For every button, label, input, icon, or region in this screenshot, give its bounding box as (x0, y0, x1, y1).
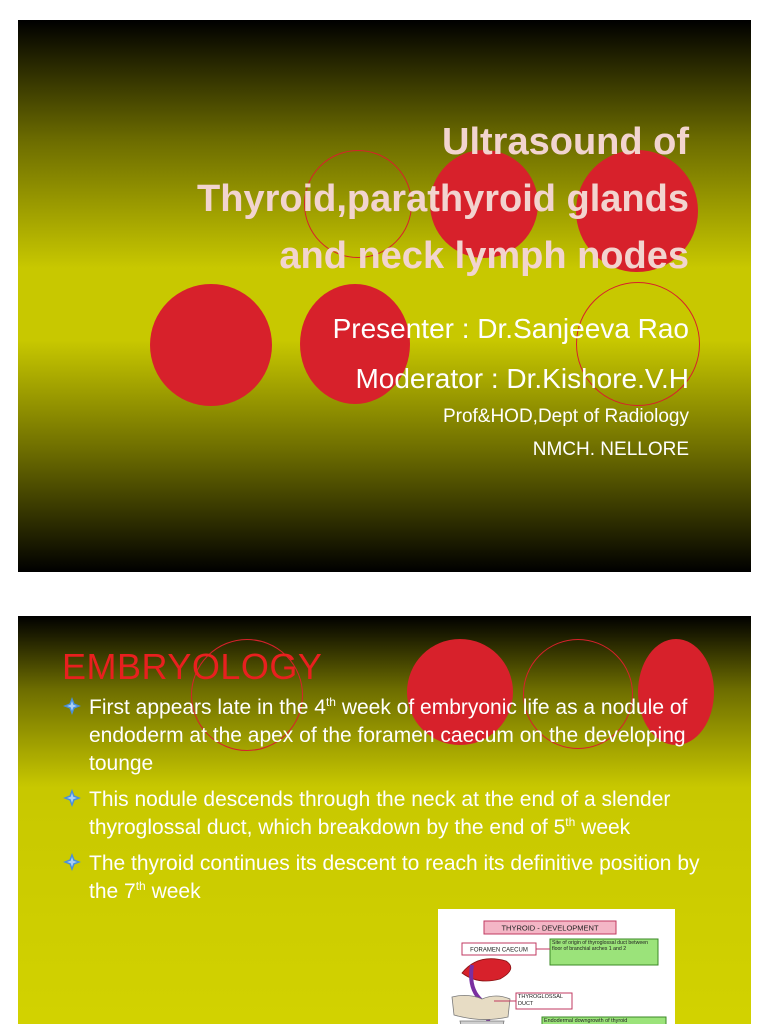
list-item (62, 850, 709, 906)
foramen-caecum-note: Site of origin of thyroglossal duct between floor of branchial arches 1 and 2 (552, 940, 649, 953)
bullet-text: This nodule descends through the neck at the end of a slender thyroglossal duct, which breakdown by the end of 5 (89, 788, 671, 839)
figure-title: THYROID - DEVELOPMENT (501, 923, 599, 933)
thyroglossal-duct-note: Endodermal downgrowth of thyroid (544, 1018, 628, 1024)
bullet-text: The thyroid continues its descent to reach its definitive position by the 7 (89, 852, 700, 903)
bullet-text: week (575, 816, 631, 839)
designation-line: Prof&HOD,Dept of Radiology (442, 406, 689, 427)
presenter-line: Presenter : Dr.Sanjeeva Rao (332, 313, 689, 344)
diamond-bullet-icon (62, 696, 82, 716)
slide-heading: EMBRYOLOGY (62, 646, 323, 687)
ordinal-suffix: th (565, 815, 576, 829)
ordinal-suffix: th (325, 695, 336, 709)
list-item (62, 694, 722, 778)
bullet-text: First appears late in the 4 (89, 696, 326, 719)
slide-title (49, 114, 689, 285)
moderator-line: Moderator : Dr.Kishore.V.H (355, 363, 689, 394)
title-line: Ultrasound of (442, 121, 689, 163)
bullet-list (62, 694, 722, 914)
title-line: Thyroid,parathyroid glands (197, 178, 689, 220)
list-item (62, 786, 722, 842)
bullet-text: week (145, 880, 201, 903)
title-slide (18, 20, 751, 572)
title-line: and neck lymph nodes (279, 235, 689, 277)
thyroglossal-duct-label: THYROGLOSSAL DUCT (518, 994, 563, 1007)
thyroid-development-figure (438, 909, 675, 1024)
foramen-caecum-label: FORAMEN CAECUM (470, 947, 528, 954)
diamond-bullet-icon (62, 852, 82, 872)
bullet-text: week of embryonic life as a nodule of endoderm at the apex of the foramen caecum on the developing tounge (89, 696, 688, 775)
credits (129, 304, 689, 404)
figure-illustration (438, 909, 675, 1024)
diamond-bullet-icon (62, 788, 82, 808)
embryology-slide (18, 616, 751, 1024)
ordinal-suffix: th (135, 879, 146, 893)
affiliation (189, 400, 689, 466)
institution-line: NMCH. NELLORE (532, 439, 689, 460)
